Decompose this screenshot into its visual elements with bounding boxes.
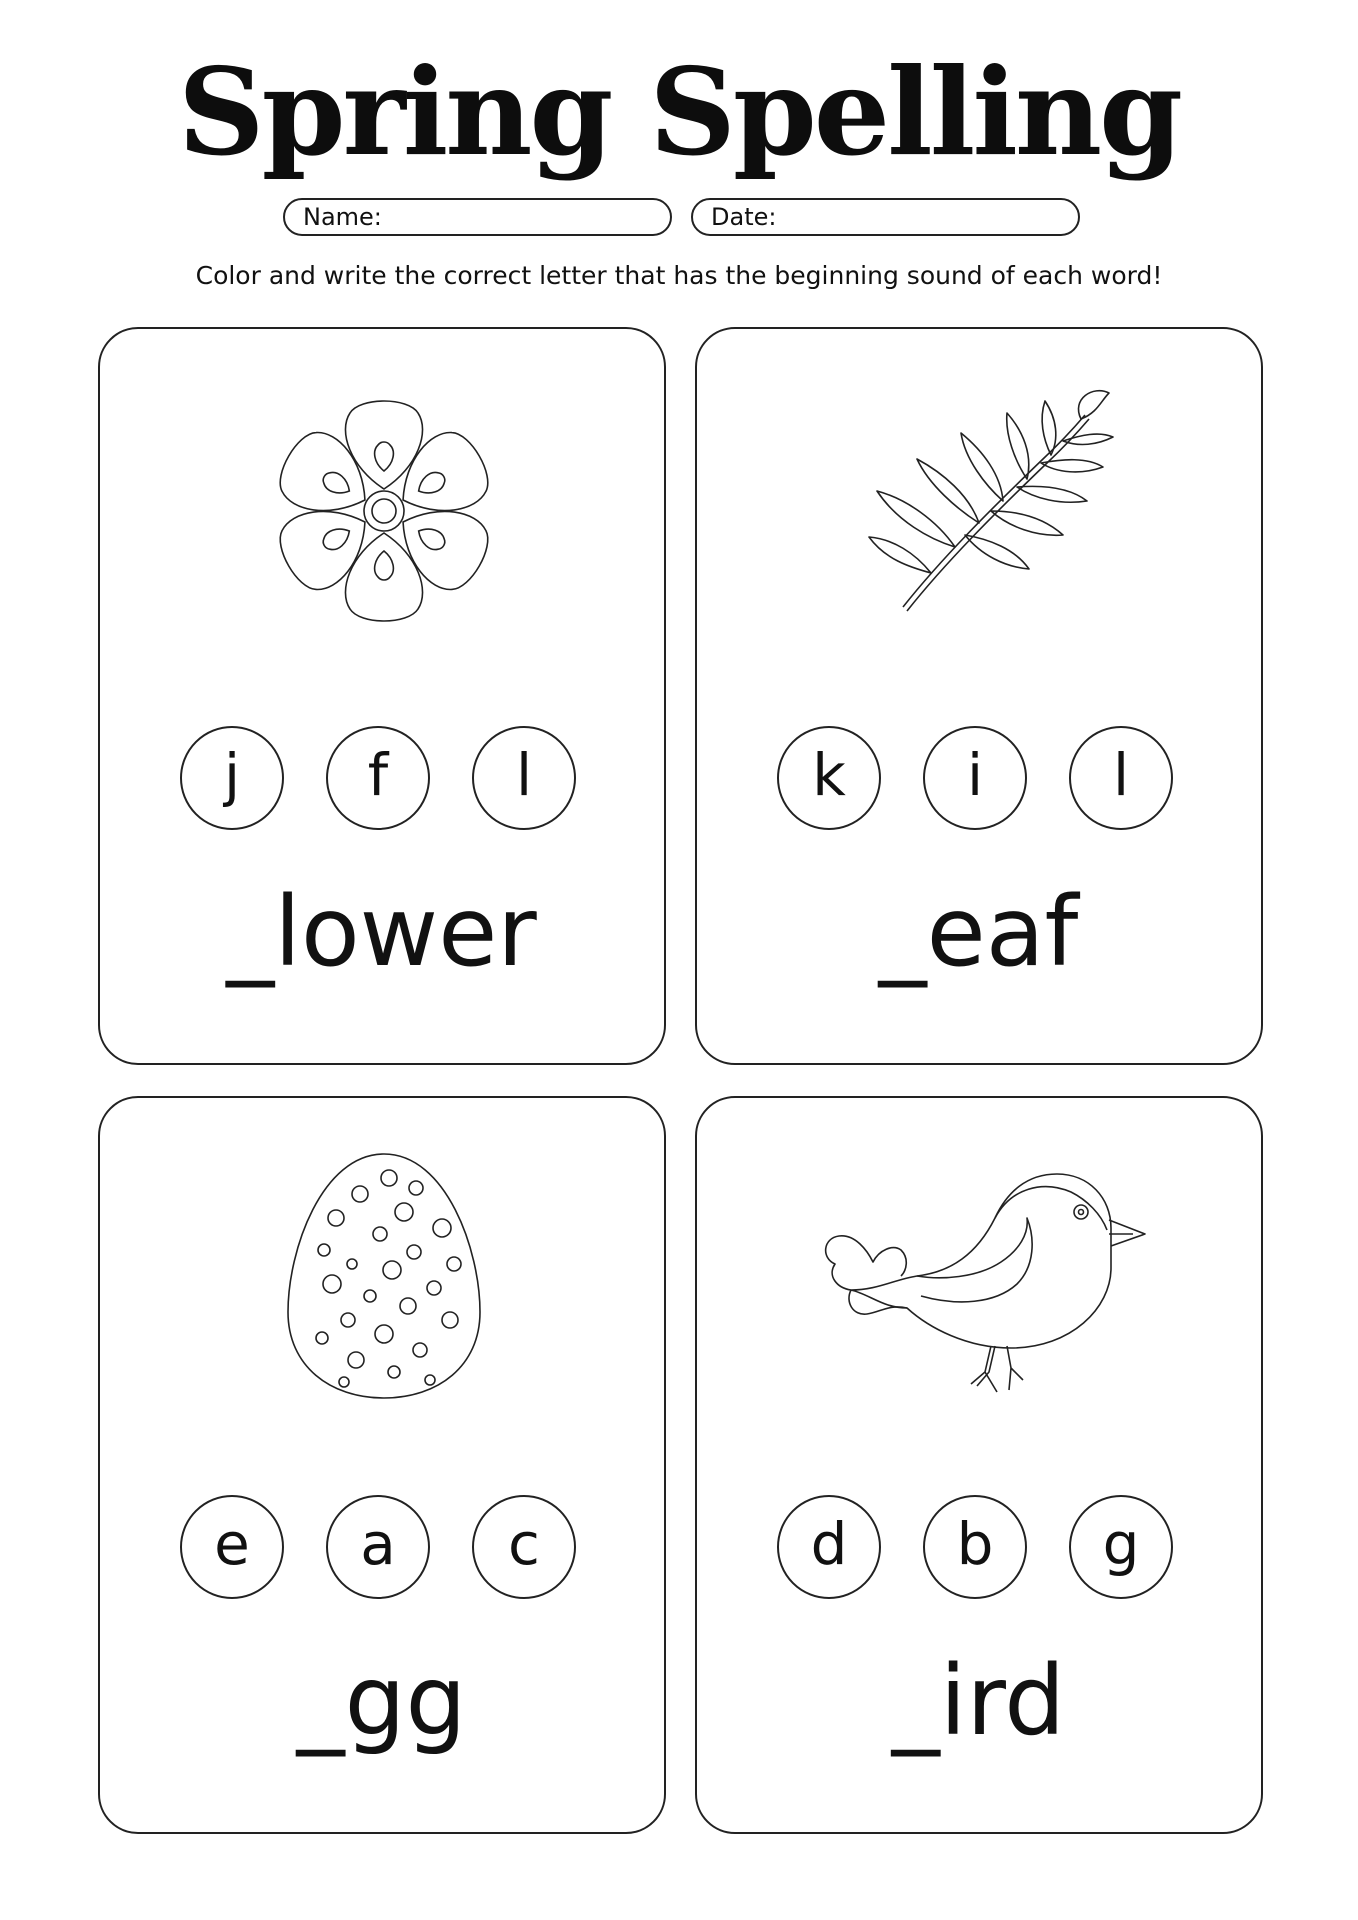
letter-choice[interactable]: e [180,1495,284,1599]
letter-choices [777,726,1185,834]
letter-choice[interactable]: d [777,1495,881,1599]
word-blank: _gg [296,1645,467,1757]
letter-choice[interactable]: f [326,726,430,830]
letter-choice[interactable]: b [923,1495,1027,1599]
page-title: Spring Spelling [177,42,1181,183]
name-label: Name: [303,203,382,231]
word-blank: _eaf [878,876,1079,988]
card-bird [695,1096,1263,1834]
word-blank: _ird [891,1645,1066,1757]
card-leaf [695,327,1263,1065]
letter-choice[interactable]: j [180,726,284,830]
letter-choice[interactable]: c [472,1495,576,1599]
letter-choice[interactable]: l [472,726,576,830]
date-field[interactable] [691,198,1080,236]
letter-choice[interactable]: l [1069,726,1173,830]
letter-choice[interactable]: i [923,726,1027,830]
letter-choice[interactable]: g [1069,1495,1173,1599]
letter-choices [180,726,588,834]
card-flower [98,327,666,1065]
instructions: Color and write the correct letter that has the beginning sound of each word! [195,261,1163,290]
letter-choices [180,1495,588,1603]
egg-icon [184,1158,584,1398]
letter-choice[interactable]: k [777,726,881,830]
name-field[interactable] [283,198,672,236]
flower-icon [184,389,584,629]
card-egg [98,1096,666,1834]
letter-choices [777,1495,1185,1603]
date-label: Date: [711,203,777,231]
bird-icon [781,1158,1181,1398]
letter-choice[interactable]: a [326,1495,430,1599]
leaf-icon [781,389,1181,629]
word-blank: _lower [226,876,537,988]
